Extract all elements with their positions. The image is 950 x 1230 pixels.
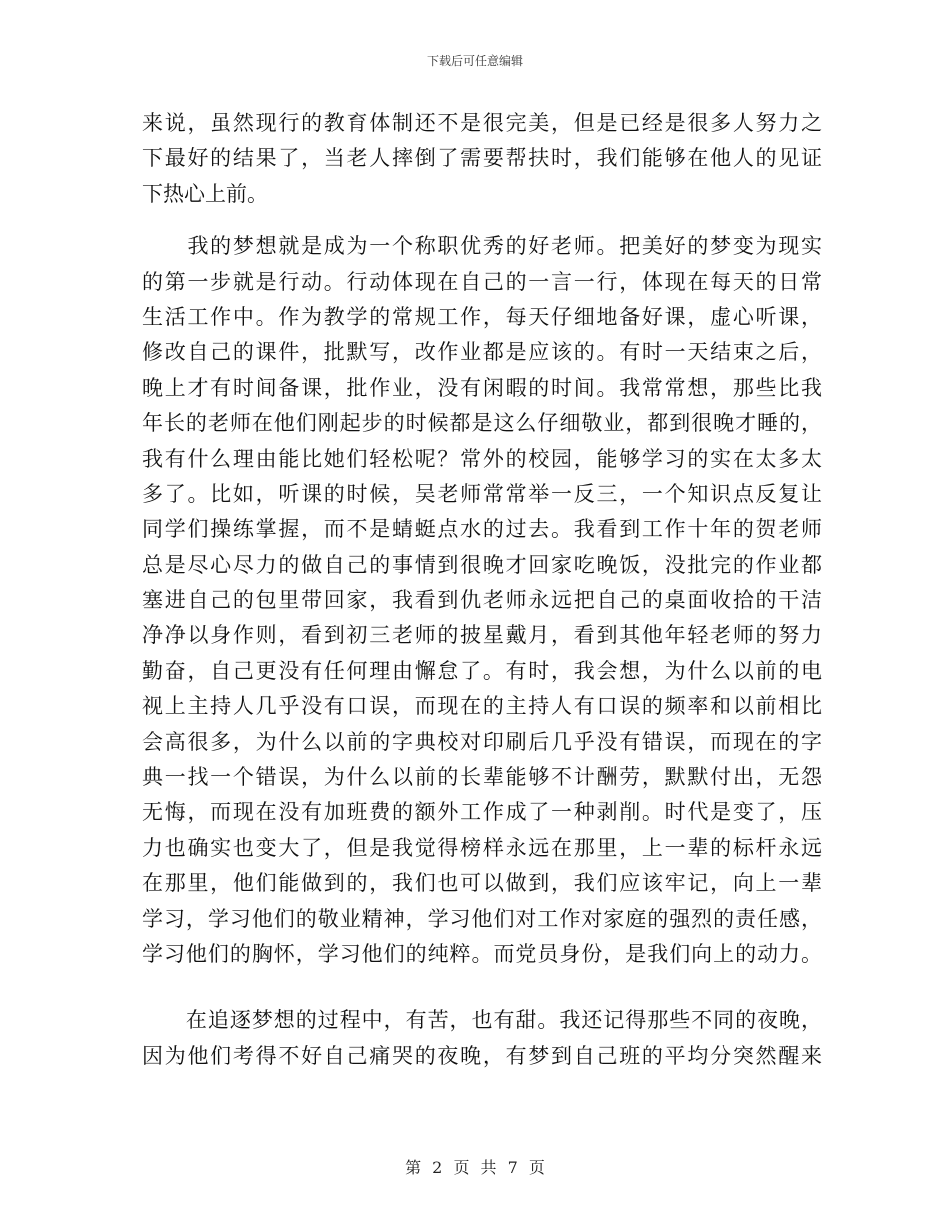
text-line: 下热心上前。 [142, 181, 268, 206]
header-note: 下载后可任意编辑 [426, 54, 523, 68]
text-line: 晚上才有时间备课，批作业，没有闲暇的时间。我常常想，那些比我 [142, 375, 822, 400]
text-line: 无悔，而现在没有加班费的额外工作成了一种剥削。时代是变了，压 [142, 800, 822, 825]
text-line: 典一找一个错误，为什么以前的长辈能够不计酬劳，默默付出，无怨 [142, 765, 822, 790]
text-line: 在追逐梦想的过程中，有苦，也有甜。我还记得那些不同的夜晚， [142, 1008, 822, 1033]
text-line: 学习，学习他们的敬业精神，学习他们对工作对家庭的强烈的责任感， [142, 906, 822, 931]
text-line: 净净以身作则，看到初三老师的披星戴月，看到其他年轻老师的努力 [142, 623, 822, 648]
text-line: 我有什么理由能比她们轻松呢？常外的校园，能够学习的实在太多太 [142, 446, 822, 471]
text-line: 多了。比如，听课的时候，吴老师常常举一反三，一个知识点反复让 [142, 481, 822, 506]
text-line: 我的梦想就是成为一个称职优秀的好老师。把美好的梦变为现实 [142, 234, 822, 259]
text-line: 勤奋，自己更没有任何理由懈怠了。有时，我会想，为什么以前的电 [142, 658, 822, 683]
text-line: 年长的老师在他们刚起步的时候都是这么仔细敬业，都到很晚才睡的， [142, 411, 822, 436]
text-line: 同学们操练掌握，而不是蜻蜓点水的过去。我看到工作十年的贺老师 [142, 517, 822, 542]
paragraph [142, 106, 822, 212]
text-line: 力也确实也变大了，但是我觉得榜样永远在那里，上一辈的标杆永远 [142, 835, 822, 860]
paragraph [142, 229, 822, 972]
text-line: 的第一步就是行动。行动体现在自己的一言一行，体现在每天的日常 [142, 269, 822, 294]
text-line: 总是尽心尽力的做自己的事情到很晚才回家吃晚饭，没批完的作业都 [142, 552, 822, 577]
text-line: 在那里，他们能做到的，我们也可以做到，我们应该牢记，向上一辈 [142, 871, 822, 896]
text-line: 塞进自己的包里带回家，我看到仇老师永远把自己的桌面收拾的干洁 [142, 588, 822, 613]
text-line: 视上主持人几乎没有口误，而现在的主持人有口误的频率和以前相比 [142, 694, 822, 719]
text-line: 会高很多，为什么以前的字典校对印刷后几乎没有错误，而现在的字 [142, 729, 822, 754]
text-line: 下最好的结果了，当老人摔倒了需要帮扶时，我们能够在他人的见证 [142, 146, 822, 171]
text-line: 生活工作中。作为教学的常规工作，每天仔细地备好课，虚心听课， [142, 304, 822, 329]
text-line: 来说，虽然现行的教育体制还不是很完美，但是已经是很多人努力之 [142, 111, 822, 135]
text-line: 学习他们的胸怀，学习他们的纯粹。而党员身份，是我们向上的动力。 [142, 941, 822, 966]
text-line: 因为他们考得不好自己痛哭的夜晚，有梦到自己班的平均分突然醒来 [142, 1043, 822, 1068]
page-number: 第 2 页 共 7 页 [405, 1158, 545, 1177]
body-text [142, 106, 822, 1074]
text-line: 修改自己的课件，批默写，改作业都是应该的。有时一天结束之后， [142, 340, 822, 365]
paragraph [142, 1003, 822, 1074]
